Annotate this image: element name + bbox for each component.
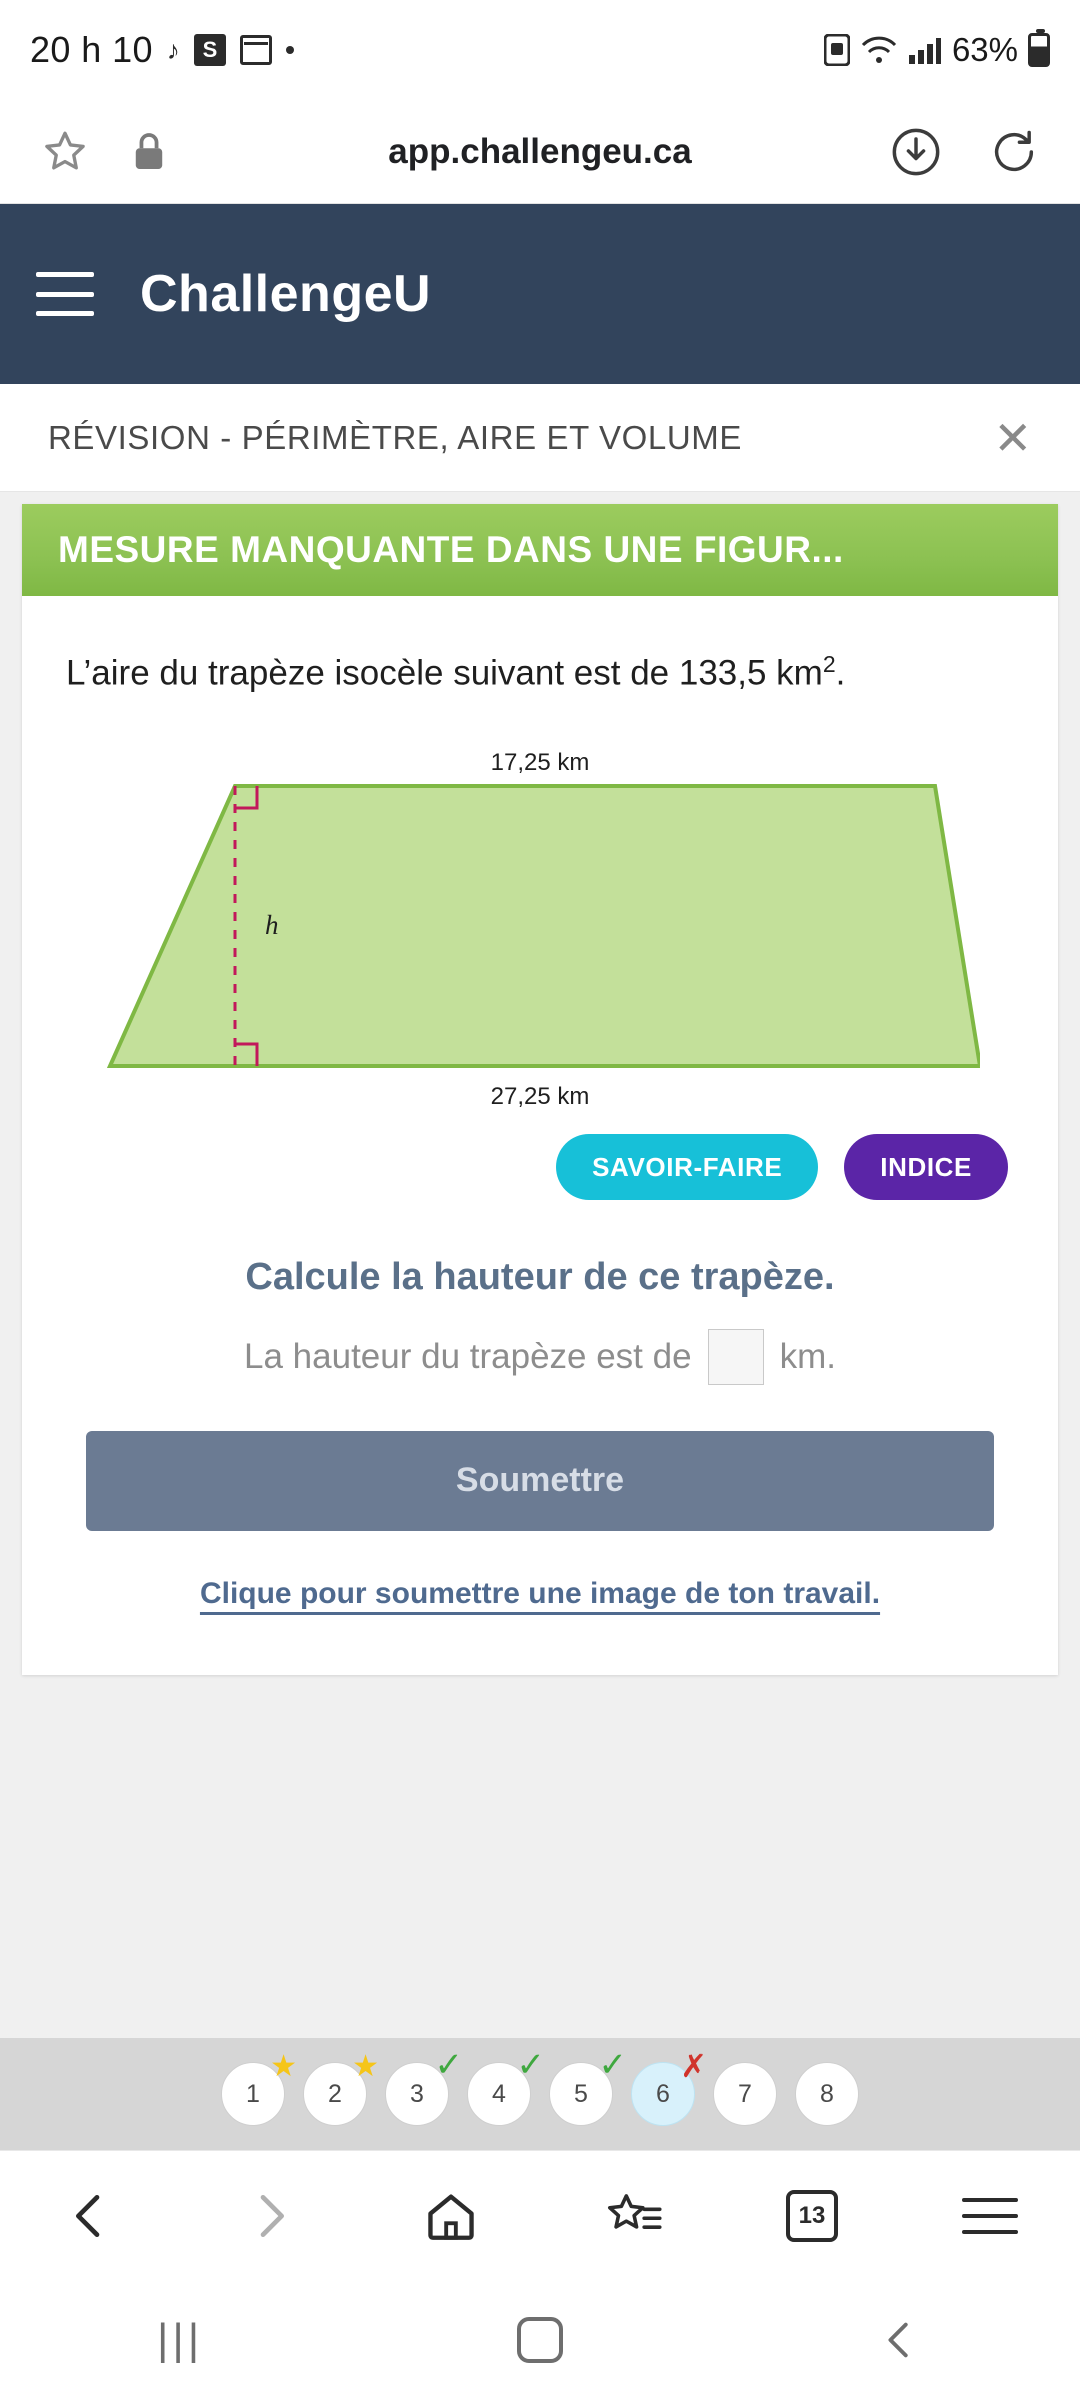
trapezoid-shape bbox=[110, 786, 980, 1066]
back-chevron-icon[interactable] bbox=[877, 2317, 923, 2363]
upload-work-link[interactable]: Clique pour soumettre une image de ton travail. bbox=[199, 1576, 881, 1610]
pager-item-current[interactable] bbox=[631, 2048, 707, 2126]
hamburger-icon[interactable] bbox=[36, 272, 94, 316]
indice-button[interactable]: INDICE bbox=[844, 1134, 1008, 1200]
statement-exponent: 2 bbox=[822, 651, 836, 677]
submit-button[interactable]: Soumettre bbox=[86, 1431, 994, 1531]
back-icon[interactable] bbox=[62, 2188, 118, 2244]
dot-icon bbox=[286, 46, 294, 54]
pager-label[interactable]: 3 bbox=[385, 2062, 449, 2126]
tabs-icon[interactable]: 13 bbox=[786, 2190, 838, 2242]
pager-item[interactable] bbox=[221, 2050, 297, 2126]
answer-suffix: km. bbox=[779, 1336, 836, 1376]
signal-icon bbox=[908, 35, 942, 65]
star-icon: ★ bbox=[352, 2050, 379, 2083]
figure-bottom-label: 27,25 km bbox=[490, 1082, 590, 1110]
android-status-bar bbox=[0, 0, 1080, 100]
pager-label[interactable]: 6 bbox=[631, 2062, 695, 2126]
url-bar-left-icons bbox=[40, 127, 166, 177]
android-nav-bar bbox=[0, 2280, 1080, 2400]
check-icon: ✓ bbox=[434, 2046, 463, 2084]
trapezoid-svg bbox=[100, 746, 980, 1116]
menu-icon[interactable] bbox=[962, 2198, 1018, 2234]
statement-text: L’aire du trapèze isocèle suivant est de 133,5 km bbox=[66, 653, 823, 693]
app-header bbox=[0, 204, 1080, 384]
download-icon[interactable] bbox=[890, 126, 942, 178]
pager-label[interactable]: 5 bbox=[549, 2062, 613, 2126]
pager-label[interactable]: 1 bbox=[221, 2062, 285, 2126]
pager-item[interactable] bbox=[385, 2046, 463, 2126]
lock-icon[interactable] bbox=[132, 131, 166, 173]
status-time: 20 h 10 bbox=[30, 29, 153, 70]
browser-url-bar[interactable] bbox=[0, 100, 1080, 204]
pager-label[interactable]: 8 bbox=[795, 2062, 859, 2126]
figure-height-label: h bbox=[265, 909, 279, 940]
star-icon: ★ bbox=[270, 2050, 297, 2083]
recents-icon[interactable]: ||| bbox=[156, 2315, 204, 2364]
help-buttons-row bbox=[66, 1134, 1014, 1200]
vibrate-icon: ♪ bbox=[166, 35, 180, 65]
answer-prefix: La hauteur du trapèze est de bbox=[244, 1336, 692, 1376]
s-app-icon: S bbox=[194, 34, 226, 66]
trapezoid-figure bbox=[66, 746, 1014, 1116]
lesson-subheader bbox=[0, 384, 1080, 492]
url-text[interactable]: app.challengeu.ca bbox=[388, 131, 692, 171]
savoir-faire-button[interactable]: SAVOIR-FAIRE bbox=[556, 1134, 818, 1200]
bookmark-star-icon[interactable] bbox=[40, 127, 90, 177]
content-area bbox=[0, 492, 1080, 2038]
figure-top-label: 17,25 km bbox=[490, 748, 590, 776]
pager-label[interactable]: 7 bbox=[713, 2062, 777, 2126]
battery-icon bbox=[1028, 33, 1050, 67]
check-icon: ✓ bbox=[516, 2046, 545, 2084]
pager-item[interactable] bbox=[303, 2050, 379, 2126]
browser-bottom-bar bbox=[0, 2150, 1080, 2280]
lesson-title: RÉVISION - PÉRIMÈTRE, AIRE ET VOLUME bbox=[48, 418, 742, 456]
bookmarks-icon[interactable] bbox=[604, 2187, 662, 2245]
close-icon[interactable]: ✕ bbox=[993, 411, 1032, 464]
answer-input[interactable] bbox=[708, 1329, 764, 1385]
status-bar-left bbox=[30, 29, 294, 71]
exercise-card bbox=[22, 504, 1058, 1675]
pager-item[interactable] bbox=[467, 2046, 545, 2126]
pager-label[interactable]: 4 bbox=[467, 2062, 531, 2126]
pager-item[interactable] bbox=[713, 2062, 777, 2126]
pager-item[interactable] bbox=[549, 2046, 627, 2126]
problem-statement bbox=[66, 648, 1014, 698]
brand-title: ChallengeU bbox=[140, 265, 432, 323]
sim-icon bbox=[824, 34, 850, 66]
calendar-icon bbox=[240, 35, 272, 65]
statement-suffix: . bbox=[835, 653, 846, 693]
home-icon[interactable] bbox=[422, 2187, 480, 2245]
home-square-icon[interactable] bbox=[517, 2317, 563, 2363]
status-bar-right bbox=[824, 31, 1050, 69]
pager-item[interactable] bbox=[795, 2062, 859, 2126]
pager-label[interactable]: 2 bbox=[303, 2062, 367, 2126]
url-bar-right-icons bbox=[890, 126, 1040, 178]
card-banner-title: MESURE MANQUANTE DANS UNE FIGUR... bbox=[22, 504, 1058, 596]
reload-icon[interactable] bbox=[988, 126, 1040, 178]
answer-row bbox=[66, 1329, 1014, 1385]
card-body bbox=[22, 596, 1058, 1675]
cross-icon: ✗ bbox=[680, 2048, 707, 2084]
forward-icon[interactable] bbox=[242, 2188, 298, 2244]
wifi-icon bbox=[860, 35, 898, 65]
question-prompt: Calcule la hauteur de ce trapèze. bbox=[245, 1255, 835, 1298]
question-pagination bbox=[0, 2038, 1080, 2150]
battery-percent: 63% bbox=[951, 31, 1018, 68]
check-icon: ✓ bbox=[598, 2046, 627, 2084]
